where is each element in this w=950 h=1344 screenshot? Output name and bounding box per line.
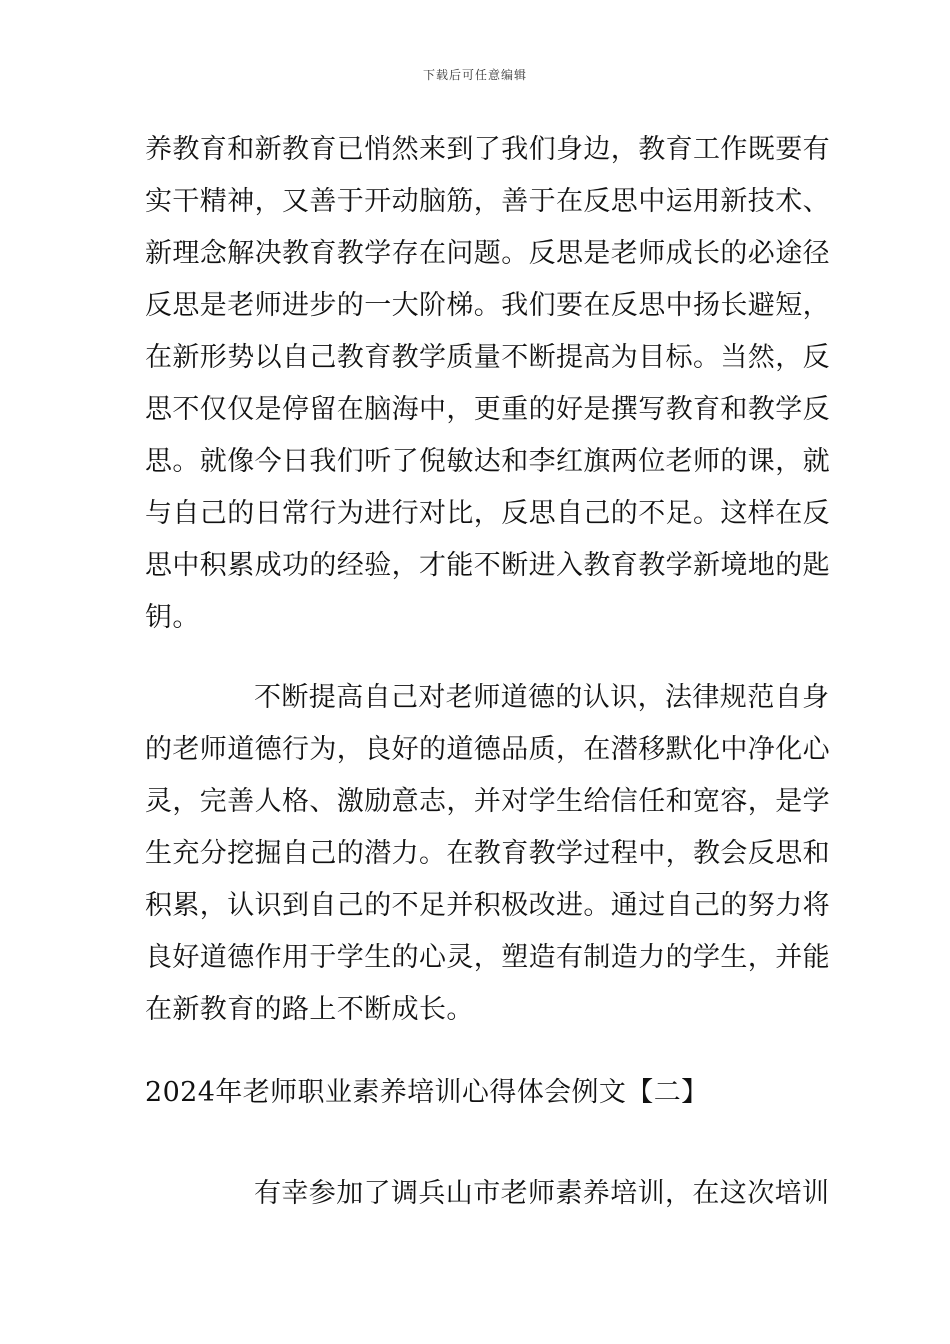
paragraph-1-line-1: 养教育和新教育已悄然来到了我们身边，教育工作既要有 <box>145 134 830 165</box>
paragraph-2-line-5: 积累，认识到自己的不足并积极改进。通过自己的努力将 <box>145 890 830 921</box>
paragraph-1-line-6: 思不仅仅是停留在脑海中，更重的好是撰写教育和教学反 <box>145 394 830 425</box>
section-heading: 2024年老师职业素养培训心得体会例文【二】 <box>145 1077 709 1108</box>
paragraph-1-line-7: 思。就像今日我们听了倪敏达和李红旗两位老师的课，就 <box>145 446 830 477</box>
paragraph-2-line-6: 良好道德作用于学生的心灵，塑造有制造力的学生，并能 <box>145 942 830 973</box>
paragraph-3-line-1: 有幸参加了调兵山市老师素养培训，在这次培训 <box>254 1178 830 1209</box>
paragraph-2-line-4: 生充分挖掘自己的潜力。在教育教学过程中，教会反思和 <box>145 838 830 869</box>
paragraph-1-line-3: 新理念解决教育教学存在问题。反思是老师成长的必途径 <box>145 238 830 269</box>
paragraph-1-line-9: 思中积累成功的经验，才能不断进入教育教学新境地的匙 <box>145 550 830 581</box>
paragraph-1-line-4: 反思是老师进步的一大阶梯。我们要在反思中扬长避短， <box>145 290 830 321</box>
paragraph-1-line-10: 钥。 <box>145 602 200 633</box>
paragraph-1-line-8: 与自己的日常行为进行对比，反思自己的不足。这样在反 <box>145 498 830 529</box>
paragraph-1-line-2: 实干精神，又善于开动脑筋，善于在反思中运用新技术、 <box>145 186 830 217</box>
header-note: 下载后可任意编辑 <box>422 68 527 82</box>
paragraph-2-line-1: 不断提高自己对老师道德的认识，法律规范自身 <box>254 682 830 713</box>
paragraph-2-line-7: 在新教育的路上不断成长。 <box>145 994 474 1025</box>
paragraph-2-line-2: 的老师道德行为，良好的道德品质，在潜移默化中净化心 <box>145 734 830 765</box>
paragraph-2-line-3: 灵，完善人格、激励意志，并对学生给信任和宽容，是学 <box>145 786 830 817</box>
paragraph-1-line-5: 在新形势以自己教育教学质量不断提高为目标。当然，反 <box>145 342 830 373</box>
